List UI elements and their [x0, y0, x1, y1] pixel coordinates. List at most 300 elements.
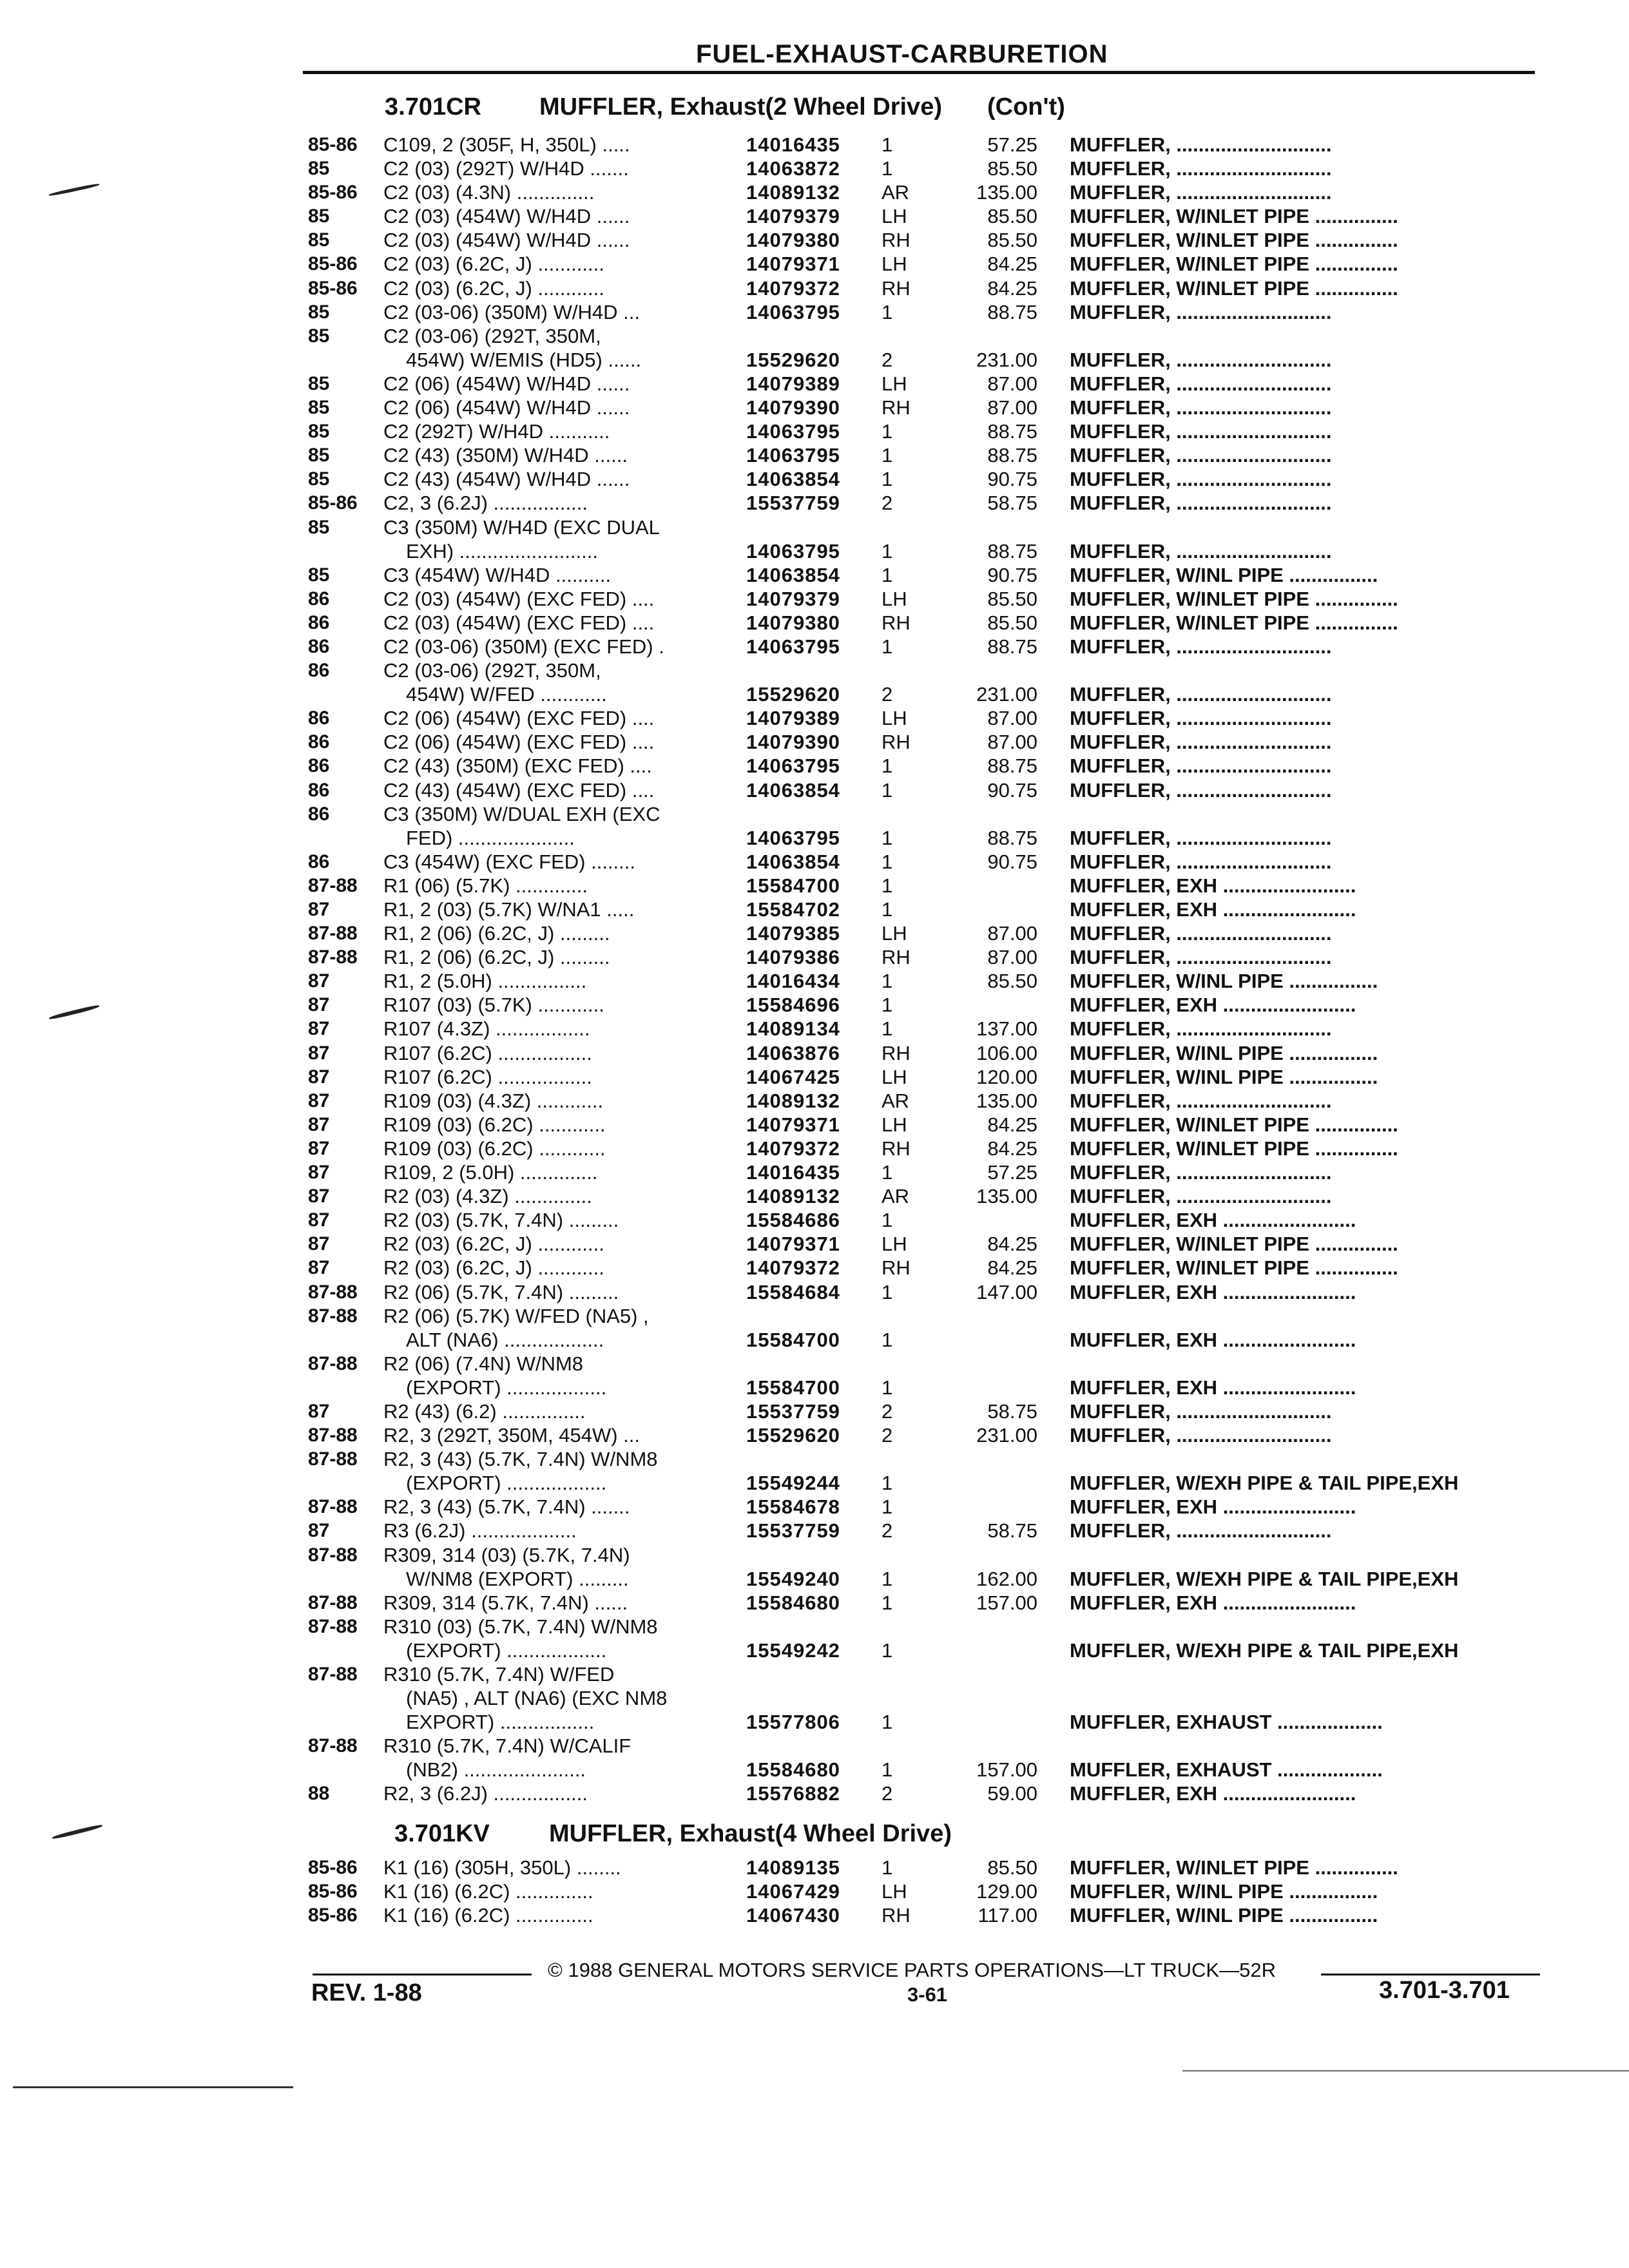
price-cell: 58.75	[987, 1519, 1037, 1542]
model-cell: EXH) .........................	[406, 539, 598, 562]
price-cell: 87.00	[987, 396, 1037, 419]
price-cell: 85.50	[987, 1856, 1037, 1879]
model-cell: (EXPORT) ..................	[406, 1639, 607, 1662]
year-cell: 86	[308, 611, 330, 633]
description-cell: MUFFLER, W/EXH PIPE & TAIL PIPE,EXH	[1070, 1472, 1459, 1495]
table-row	[0, 467, 1629, 491]
table-row	[0, 1137, 1629, 1160]
year-cell: 87	[308, 1209, 330, 1231]
year-cell: 87-88	[308, 923, 358, 945]
description-cell: MUFFLER, ............................	[1070, 300, 1332, 323]
part-number-cell: 15529620	[746, 1424, 840, 1447]
year-cell: 85	[308, 301, 330, 323]
part-number-cell: 14063795	[746, 826, 840, 849]
quantity-cell: 1	[882, 420, 893, 443]
year-cell: 87	[308, 1186, 330, 1207]
price-cell: 90.75	[987, 563, 1037, 586]
section-heading-cr	[385, 93, 1065, 121]
price-cell: 231.00	[976, 348, 1037, 371]
year-cell: 86	[308, 803, 330, 825]
part-number-cell: 14079371	[746, 1113, 840, 1136]
year-cell: 85	[308, 158, 330, 180]
part-number-cell: 14063795	[746, 420, 840, 443]
part-number-cell: 15584700	[746, 1328, 840, 1351]
price-cell: 88.75	[987, 300, 1037, 323]
quantity-cell: 1	[882, 635, 893, 658]
year-cell: 87	[308, 1400, 330, 1422]
description-cell: MUFFLER, ............................	[1070, 396, 1332, 419]
table-row	[0, 1471, 1629, 1495]
description-cell: MUFFLER, W/INLET PIPE ...............	[1070, 1233, 1398, 1256]
description-cell: MUFFLER, EXH ........................	[1070, 1328, 1356, 1351]
quantity-cell: RH	[882, 1256, 911, 1280]
table-row	[0, 1710, 1629, 1734]
quantity-cell: LH	[882, 587, 907, 610]
price-cell: 84.25	[987, 1233, 1037, 1256]
price-cell: 87.00	[987, 922, 1037, 945]
model-cell: C3 (454W) (EXC FED) ........	[383, 850, 635, 873]
model-cell: C2 (43) (350M) (EXC FED) ....	[383, 754, 652, 778]
description-cell: MUFFLER, ............................	[1070, 539, 1332, 562]
description-cell: MUFFLER, ............................	[1070, 1399, 1332, 1423]
model-cell: C2 (03-06) (350M) (EXC FED) .	[383, 635, 664, 658]
description-cell: MUFFLER, ............................	[1070, 1424, 1332, 1447]
table-row	[0, 1543, 1629, 1567]
model-cell: 454W) W/FED ............	[406, 683, 607, 706]
table-row	[0, 1662, 1629, 1686]
description-cell: MUFFLER, W/INL PIPE ................	[1070, 1904, 1378, 1927]
price-cell: 162.00	[976, 1567, 1037, 1590]
table-row	[0, 850, 1629, 874]
description-cell: MUFFLER, ............................	[1070, 707, 1332, 730]
table-row	[0, 419, 1629, 443]
price-cell: 58.75	[987, 1399, 1037, 1423]
quantity-cell: RH	[882, 396, 911, 419]
table-row	[0, 1280, 1629, 1304]
part-number-cell: 14063872	[746, 157, 840, 180]
table-row	[0, 1495, 1629, 1519]
price-cell: 85.50	[987, 611, 1037, 634]
table-row	[0, 898, 1629, 921]
quantity-cell: LH	[882, 707, 907, 730]
price-cell: 87.00	[987, 946, 1037, 969]
table-row	[0, 324, 1629, 348]
model-cell: R107 (4.3Z) .................	[383, 1017, 590, 1041]
quantity-cell: LH	[882, 372, 907, 395]
description-cell: MUFFLER, EXH ........................	[1070, 1782, 1356, 1805]
year-cell: 87	[308, 970, 330, 992]
quantity-cell: 1	[882, 1161, 893, 1184]
quantity-cell: 1	[882, 778, 893, 802]
model-cell: ALT (NA6) ..................	[406, 1328, 604, 1351]
quantity-cell: 1	[882, 468, 893, 491]
year-cell: 87	[308, 899, 330, 920]
table-row	[0, 491, 1629, 515]
part-number-cell: 15584684	[746, 1280, 840, 1303]
table-row	[0, 204, 1629, 228]
part-number-cell: 14079390	[746, 731, 840, 754]
part-number-cell: 14079385	[746, 922, 840, 945]
model-cell: R107 (03) (5.7K) ............	[383, 994, 604, 1017]
description-cell: MUFFLER, ............................	[1070, 492, 1332, 515]
table-row	[0, 1782, 1629, 1805]
quantity-cell: 1	[882, 898, 893, 921]
quantity-cell: 1	[882, 563, 893, 586]
quantity-cell: RH	[882, 276, 911, 300]
description-cell: MUFFLER, ............................	[1070, 1017, 1332, 1041]
table-row	[0, 1232, 1629, 1256]
year-cell: 87	[308, 1066, 330, 1088]
year-cell: 87-88	[308, 947, 358, 968]
table-row	[0, 372, 1629, 396]
description-cell: MUFFLER, ............................	[1070, 1185, 1332, 1208]
model-cell: R2 (03) (5.7K, 7.4N) .........	[383, 1209, 619, 1232]
part-number-cell: 15584702	[746, 898, 840, 921]
description-cell: MUFFLER, EXH ........................	[1070, 1209, 1356, 1232]
model-cell: C2 (03) (292T) W/H4D .......	[383, 157, 629, 180]
table-row	[0, 730, 1629, 754]
table-row	[0, 563, 1629, 587]
description-cell: MUFFLER, ............................	[1070, 1519, 1332, 1542]
parts-table-4wd	[0, 1856, 1629, 1927]
table-row	[0, 1879, 1629, 1903]
quantity-cell: 1	[882, 1591, 893, 1614]
section-description: MUFFLER, Exhaust(2 Wheel Drive)	[539, 93, 942, 120]
price-cell: 88.75	[987, 444, 1037, 467]
part-number-cell: 14063795	[746, 539, 840, 562]
part-number-cell: 15577806	[746, 1711, 840, 1734]
part-number-cell: 15584680	[746, 1758, 840, 1782]
description-cell: MUFFLER, ............................	[1070, 850, 1332, 873]
part-number-cell: 14063854	[746, 468, 840, 491]
section-continued: (Con't)	[987, 93, 1065, 120]
price-cell: 90.75	[987, 850, 1037, 873]
description-cell: MUFFLER, W/INLET PIPE ...............	[1070, 1256, 1398, 1280]
model-cell: (EXPORT) ..................	[406, 1376, 607, 1399]
section-code: 3.701CR	[385, 93, 481, 120]
year-cell: 87	[308, 1042, 330, 1064]
part-number-cell: 14016435	[746, 1161, 840, 1184]
part-number-cell: 15576882	[746, 1782, 840, 1805]
description-cell: MUFFLER, ............................	[1070, 181, 1332, 204]
description-cell: MUFFLER, W/INL PIPE ................	[1070, 1880, 1378, 1903]
description-cell: MUFFLER, ............................	[1070, 468, 1332, 491]
description-cell: MUFFLER, EXH ........................	[1070, 994, 1356, 1017]
model-cell: R1, 2 (06) (6.2C, J) .........	[383, 946, 610, 969]
table-row	[0, 1065, 1629, 1089]
model-cell: R2 (06) (5.7K) W/FED (NA5) ,	[383, 1304, 649, 1327]
model-cell: R310 (5.7K, 7.4N) W/CALIF	[383, 1735, 631, 1758]
quantity-cell: 1	[882, 850, 893, 873]
price-cell: 135.00	[976, 1185, 1037, 1208]
model-cell: R2 (43) (6.2) ...............	[383, 1399, 586, 1423]
table-row	[0, 396, 1629, 419]
model-cell: K1 (16) (305H, 350L) ........	[383, 1856, 621, 1879]
year-cell: 85	[308, 421, 330, 443]
description-cell: MUFFLER, ............................	[1070, 754, 1332, 778]
model-cell: C2 (06) (454W) W/H4D ......	[383, 372, 630, 395]
table-row	[0, 1758, 1629, 1782]
revision-label: REV. 1-88	[311, 1979, 422, 2006]
table-row	[0, 611, 1629, 635]
table-row	[0, 778, 1629, 802]
price-cell: 147.00	[976, 1280, 1037, 1303]
part-number-cell: 14079379	[746, 587, 840, 610]
year-cell: 85-86	[308, 492, 358, 514]
part-number-cell: 14079380	[746, 229, 840, 252]
quantity-cell: 2	[882, 1519, 893, 1542]
part-number-cell: 14089132	[746, 1089, 840, 1112]
quantity-cell: 1	[882, 1209, 893, 1232]
part-number-cell: 15584686	[746, 1209, 840, 1232]
year-cell: 85	[308, 325, 330, 347]
parts-table-2wd	[0, 133, 1629, 1806]
part-number-cell: 14067425	[746, 1065, 840, 1088]
year-cell: 85	[308, 468, 330, 490]
table-row	[0, 1447, 1629, 1471]
part-number-cell: 15584678	[746, 1495, 840, 1519]
part-number-cell: 14089132	[746, 1185, 840, 1208]
description-cell: MUFFLER, EXH ........................	[1070, 1591, 1356, 1614]
table-row	[0, 1423, 1629, 1447]
part-number-cell: 15549240	[746, 1567, 840, 1590]
footer-rule	[313, 1974, 532, 1975]
price-cell: 137.00	[976, 1017, 1037, 1041]
model-cell: C2 (03) (6.2C, J) ............	[383, 276, 604, 300]
description-cell: MUFFLER, ............................	[1070, 683, 1332, 706]
part-number-cell: 14016434	[746, 970, 840, 993]
quantity-cell: 1	[882, 1758, 893, 1782]
table-row	[0, 1567, 1629, 1591]
model-cell: C109, 2 (305F, H, 350L) .....	[383, 133, 630, 156]
model-cell: C2 (03-06) (292T, 350M,	[383, 659, 601, 682]
table-row	[0, 1017, 1629, 1041]
table-row	[0, 587, 1629, 611]
price-cell: 84.25	[987, 1256, 1037, 1280]
part-number-cell: 14079371	[746, 1233, 840, 1256]
part-number-cell: 15584700	[746, 874, 840, 897]
price-cell: 88.75	[987, 420, 1037, 443]
year-cell: 87-88	[308, 1448, 358, 1470]
description-cell: MUFFLER, W/INLET PIPE ...............	[1070, 587, 1398, 610]
model-cell: C3 (454W) W/H4D ..........	[383, 563, 612, 586]
year-cell: 85-86	[308, 134, 358, 155]
table-row	[0, 443, 1629, 467]
model-cell: C2 (03) (4.3N) ..............	[383, 181, 595, 204]
part-number-cell: 14079389	[746, 372, 840, 395]
quantity-cell: 2	[882, 348, 893, 371]
price-cell: 87.00	[987, 731, 1037, 754]
year-cell: 87	[308, 1113, 330, 1135]
quantity-cell: RH	[882, 1041, 911, 1064]
model-cell: R109 (03) (4.3Z) ............	[383, 1089, 604, 1112]
year-cell: 85-86	[308, 1857, 358, 1878]
year-cell: 87-88	[308, 1591, 358, 1613]
price-cell: 59.00	[987, 1782, 1037, 1805]
model-cell: R109 (03) (6.2C) ............	[383, 1113, 606, 1136]
description-cell: MUFFLER, ............................	[1070, 444, 1332, 467]
quantity-cell: 2	[882, 1399, 893, 1423]
price-cell: 57.25	[987, 1161, 1037, 1184]
description-cell: MUFFLER, EXHAUST ...................	[1070, 1711, 1383, 1734]
table-row	[0, 1591, 1629, 1615]
model-cell: R2 (06) (5.7K, 7.4N) .........	[383, 1280, 619, 1303]
price-cell: 58.75	[987, 492, 1037, 515]
description-cell: MUFFLER, ............................	[1070, 826, 1332, 849]
year-cell: 87	[308, 1257, 330, 1279]
model-cell: C2 (03) (454W) W/H4D ......	[383, 229, 630, 252]
table-row	[0, 157, 1629, 180]
part-number-cell: 14079380	[746, 611, 840, 634]
part-number-cell: 14063795	[746, 444, 840, 467]
table-row	[0, 682, 1629, 706]
part-number-cell: 14079372	[746, 1137, 840, 1160]
quantity-cell: RH	[882, 1904, 911, 1927]
quantity-cell: 1	[882, 133, 893, 156]
model-cell: R2, 3 (292T, 350M, 454W) ...	[383, 1424, 641, 1447]
quantity-cell: LH	[882, 1233, 907, 1256]
model-cell: C2 (06) (454W) (EXC FED) ....	[383, 707, 655, 730]
part-number-cell: 14079390	[746, 396, 840, 419]
price-cell: 106.00	[976, 1041, 1037, 1064]
description-cell: MUFFLER, W/EXH PIPE & TAIL PIPE,EXH	[1070, 1567, 1459, 1590]
table-row	[0, 515, 1629, 539]
model-cell: R310 (03) (5.7K, 7.4N) W/NM8	[383, 1615, 658, 1638]
table-row	[0, 1160, 1629, 1184]
description-cell: MUFFLER, EXH ........................	[1070, 1376, 1356, 1399]
table-row	[0, 1903, 1629, 1927]
price-cell: 87.00	[987, 372, 1037, 395]
part-number-cell: 14079379	[746, 205, 840, 228]
table-row	[0, 1304, 1629, 1328]
table-row	[0, 945, 1629, 969]
price-cell: 231.00	[976, 1424, 1037, 1447]
part-number-cell: 14016435	[746, 133, 840, 156]
table-row	[0, 276, 1629, 300]
year-cell: 87	[308, 1018, 330, 1040]
model-cell: R107 (6.2C) .................	[383, 1041, 592, 1064]
quantity-cell: 1	[882, 1567, 893, 1590]
price-cell: 88.75	[987, 539, 1037, 562]
table-row	[0, 826, 1629, 850]
year-cell: 85-86	[308, 182, 358, 204]
part-number-cell: 15549244	[746, 1472, 840, 1495]
part-number-cell: 14063795	[746, 754, 840, 778]
model-cell: R109 (03) (6.2C) ............	[383, 1137, 606, 1160]
quantity-cell: LH	[882, 205, 907, 228]
table-row	[0, 1376, 1629, 1399]
model-cell: C2 (06) (454W) W/H4D ......	[383, 396, 630, 419]
model-cell: R109, 2 (5.0H) ..............	[383, 1161, 598, 1184]
quantity-cell: 1	[882, 754, 893, 778]
table-row	[0, 1615, 1629, 1639]
year-cell: 87-88	[308, 874, 358, 896]
model-cell: R2 (03) (6.2C, J) ............	[383, 1233, 604, 1256]
part-number-cell: 14079386	[746, 946, 840, 969]
model-cell: (NA5) , ALT (NA6) (EXC NM8	[406, 1687, 668, 1710]
year-cell: 87	[308, 994, 330, 1016]
model-cell: R309, 314 (03) (5.7K, 7.4N)	[383, 1543, 630, 1566]
year-cell: 85	[308, 445, 330, 466]
price-cell: 57.25	[987, 133, 1037, 156]
quantity-cell: 2	[882, 492, 893, 515]
table-row	[0, 635, 1629, 658]
quantity-cell: AR	[882, 1185, 910, 1208]
quantity-cell: 1	[882, 1639, 893, 1662]
table-row	[0, 1184, 1629, 1208]
section-heading-kv	[394, 1820, 952, 1848]
model-cell: (EXPORT) ..................	[406, 1472, 607, 1495]
table-row	[0, 1089, 1629, 1113]
table-row	[0, 874, 1629, 898]
year-cell: 87-88	[308, 1615, 358, 1637]
description-cell: MUFFLER, W/INLET PIPE ...............	[1070, 1137, 1398, 1160]
part-number-cell: 15529620	[746, 683, 840, 706]
price-cell: 84.25	[987, 276, 1037, 300]
quantity-cell: 1	[882, 1711, 893, 1734]
header-rule	[303, 71, 1535, 74]
description-cell: MUFFLER, ............................	[1070, 157, 1332, 180]
year-cell: 85	[308, 229, 330, 251]
part-number-cell: 14063795	[746, 635, 840, 658]
model-cell: C2 (03) (6.2C, J) ............	[383, 253, 604, 276]
year-cell: 87-88	[308, 1496, 358, 1518]
quantity-cell: 2	[882, 683, 893, 706]
year-cell: 85-86	[308, 253, 358, 275]
table-row	[0, 1399, 1629, 1423]
year-cell: 87-88	[308, 1281, 358, 1303]
price-cell: 90.75	[987, 468, 1037, 491]
part-number-cell: 14063876	[746, 1041, 840, 1064]
quantity-cell: LH	[882, 1880, 907, 1903]
price-cell: 85.50	[987, 205, 1037, 228]
table-row	[0, 921, 1629, 945]
model-cell: R2 (03) (6.2C, J) ............	[383, 1256, 604, 1280]
part-number-cell: 14089132	[746, 181, 840, 204]
price-cell: 135.00	[976, 1089, 1037, 1112]
table-row	[0, 1208, 1629, 1232]
year-cell: 85	[308, 372, 330, 394]
price-cell: 85.50	[987, 229, 1037, 252]
year-cell: 85	[308, 397, 330, 419]
part-number-cell: 15584680	[746, 1591, 840, 1614]
footer-copyright: © 1988 GENERAL MOTORS SERVICE PARTS OPERATIONS—LT TRUCK—52R	[548, 1959, 1276, 1981]
quantity-cell: 1	[882, 1472, 893, 1495]
price-cell: 88.75	[987, 754, 1037, 778]
year-cell: 87	[308, 1137, 330, 1159]
year-cell: 85-86	[308, 1905, 358, 1927]
model-cell: C2 (43) (350M) W/H4D ......	[383, 444, 628, 467]
price-cell: 157.00	[976, 1758, 1037, 1782]
part-number-cell: 14079372	[746, 1256, 840, 1280]
table-row	[0, 706, 1629, 730]
quantity-cell: 1	[882, 157, 893, 180]
table-row	[0, 1856, 1629, 1879]
section-range: 3.701-3.701	[1379, 1977, 1510, 2004]
quantity-cell: 2	[882, 1424, 893, 1447]
model-cell: R1, 2 (03) (5.7K) W/NA1 .....	[383, 898, 635, 921]
part-number-cell: 15584696	[746, 994, 840, 1017]
price-cell: 88.75	[987, 826, 1037, 849]
table-row	[0, 1519, 1629, 1542]
quantity-cell: 1	[882, 444, 893, 467]
description-cell: MUFFLER, ............................	[1070, 778, 1332, 802]
price-cell: 120.00	[976, 1065, 1037, 1088]
price-cell: 129.00	[976, 1880, 1037, 1903]
table-row	[0, 539, 1629, 563]
model-cell: 454W) W/EMIS (HD5) ......	[406, 348, 642, 371]
model-cell: R309, 314 (5.7K, 7.4N) ......	[383, 1591, 628, 1614]
